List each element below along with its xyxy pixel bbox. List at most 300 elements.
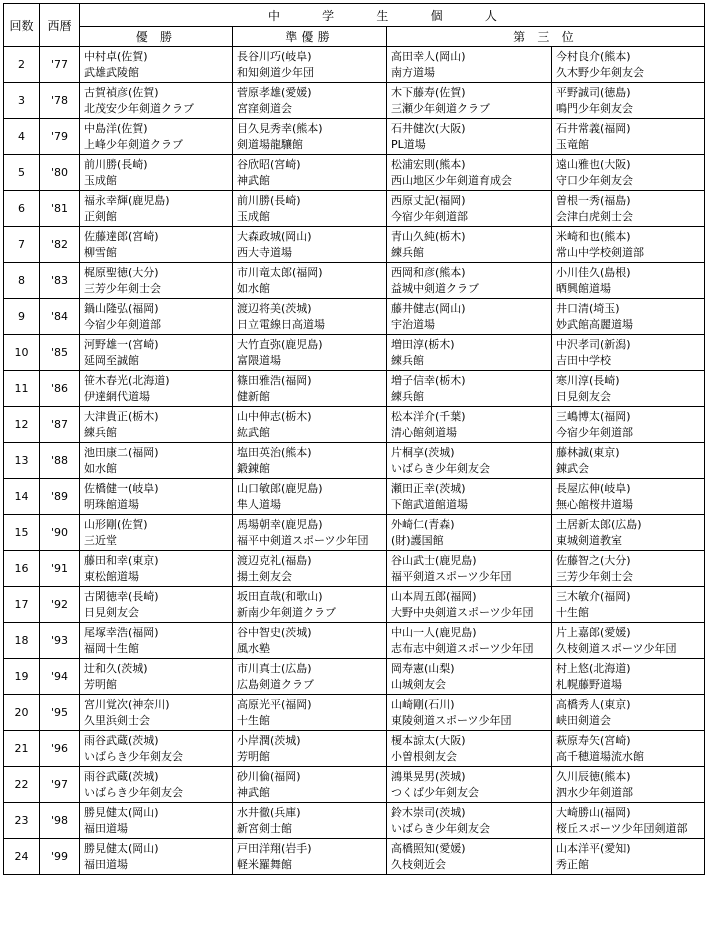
player-name: 山口敏郎(鹿児島) xyxy=(237,481,323,495)
third-place-b-cell xyxy=(552,443,705,479)
club-name: 南方道場 xyxy=(391,65,435,79)
round-number: 24 xyxy=(4,839,40,875)
round-number: 4 xyxy=(4,119,40,155)
runner-up-cell xyxy=(233,659,387,695)
club-name: 隼人道場 xyxy=(237,497,281,511)
club-name: 札幌藤野道場 xyxy=(556,677,622,691)
runner-up-cell xyxy=(233,803,387,839)
winner-cell xyxy=(80,227,233,263)
runner-up-cell xyxy=(233,335,387,371)
table-row xyxy=(4,119,705,155)
player-name: 佐藤智之(大分) xyxy=(556,553,631,567)
runner-up-cell xyxy=(233,227,387,263)
third-place-a-cell xyxy=(387,371,552,407)
table-row xyxy=(4,695,705,731)
third-place-a-cell xyxy=(387,155,552,191)
club-name: 会津白虎剣士会 xyxy=(556,209,633,223)
player-name: 米崎和也(熊本) xyxy=(556,229,631,243)
third-place-b-cell xyxy=(552,335,705,371)
runner-up-cell xyxy=(233,587,387,623)
club-name: 晒興館道場 xyxy=(556,281,611,295)
round-header: 回数 xyxy=(4,4,40,47)
club-name: 福平中剣道スポーツ少年団 xyxy=(237,533,369,547)
third-place-a-cell xyxy=(387,551,552,587)
player-name: 今村良介(熊本) xyxy=(556,49,631,63)
third-place-a-cell xyxy=(387,191,552,227)
table-row xyxy=(4,659,705,695)
player-name: 石井健次(大阪) xyxy=(391,121,466,135)
year: '88 xyxy=(40,443,80,479)
player-name: 古賀禎彦(佐賀) xyxy=(84,85,159,99)
club-name: いばらき少年剣友会 xyxy=(84,785,183,799)
club-name: 大野中央剣道スポーツ少年団 xyxy=(391,605,534,619)
round-number: 14 xyxy=(4,479,40,515)
player-name: 片上嘉郎(愛媛) xyxy=(556,625,631,639)
winner-cell xyxy=(80,335,233,371)
player-name: 谷山武士(鹿児島) xyxy=(391,553,477,567)
club-name: 風水塾 xyxy=(237,641,270,655)
club-name: 錬武会 xyxy=(556,461,589,475)
table-row xyxy=(4,371,705,407)
third-place-b-cell xyxy=(552,659,705,695)
club-name: 新宮剣士館 xyxy=(237,821,292,835)
player-name: 高橋照知(愛媛) xyxy=(391,841,466,855)
third-place-b-cell xyxy=(552,155,705,191)
player-name: 中沢孝司(新潟) xyxy=(556,337,631,351)
club-name: 芳明館 xyxy=(237,749,270,763)
winner-cell xyxy=(80,695,233,731)
club-name: 吉田中学校 xyxy=(556,353,611,367)
club-name: 鳴門少年剣友会 xyxy=(556,101,633,115)
club-name: 久木野少年剣友会 xyxy=(556,65,644,79)
club-name: 明珠館道場 xyxy=(84,497,139,511)
player-name: 戸田洋翔(岩手) xyxy=(237,841,312,855)
club-name: 守口少年剣友会 xyxy=(556,173,633,187)
winner-cell xyxy=(80,119,233,155)
table-row xyxy=(4,479,705,515)
third-place-b-cell xyxy=(552,479,705,515)
table-row xyxy=(4,227,705,263)
club-name: 今宿少年剣道部 xyxy=(391,209,468,223)
round-number: 23 xyxy=(4,803,40,839)
player-name: 鴻巣晃男(茨城) xyxy=(391,769,466,783)
winner-cell xyxy=(80,83,233,119)
round-number: 19 xyxy=(4,659,40,695)
player-name: 前川勝(長崎) xyxy=(84,157,148,171)
player-name: 辻和久(茨城) xyxy=(84,661,148,675)
club-name: 清心館剣道場 xyxy=(391,425,457,439)
player-name: 市川真士(広島) xyxy=(237,661,312,675)
club-name: 玉成館 xyxy=(84,173,117,187)
year: '97 xyxy=(40,767,80,803)
round-number: 22 xyxy=(4,767,40,803)
player-name: 水井徹(兵庫) xyxy=(237,805,301,819)
table-row xyxy=(4,551,705,587)
player-name: 石井常義(福岡) xyxy=(556,121,631,135)
club-name: 神武館 xyxy=(237,785,270,799)
winner-cell xyxy=(80,443,233,479)
player-name: 曽根一秀(福島) xyxy=(556,193,631,207)
round-number: 2 xyxy=(4,47,40,83)
third-place-a-cell xyxy=(387,479,552,515)
player-name: 雨谷武蔵(茨城) xyxy=(84,733,159,747)
player-name: 増田淳(栃木) xyxy=(391,337,455,351)
player-name: 尾塚幸浩(福岡) xyxy=(84,625,159,639)
winner-cell xyxy=(80,731,233,767)
header-row-top xyxy=(4,4,705,27)
round-number: 7 xyxy=(4,227,40,263)
runner-up-cell xyxy=(233,407,387,443)
year: '86 xyxy=(40,371,80,407)
third-place-a-cell xyxy=(387,119,552,155)
player-name: 長谷川巧(岐阜) xyxy=(237,49,312,63)
player-name: 青山久純(栃木) xyxy=(391,229,466,243)
year: '98 xyxy=(40,803,80,839)
round-number: 12 xyxy=(4,407,40,443)
club-name: 三芳少年剣士会 xyxy=(556,569,633,583)
club-name: 日見剣友会 xyxy=(556,389,611,403)
player-name: 佐藤達郎(宮崎) xyxy=(84,229,159,243)
year: '87 xyxy=(40,407,80,443)
club-name: 練兵館 xyxy=(391,245,424,259)
table-row xyxy=(4,515,705,551)
club-name: 山城剣友会 xyxy=(391,677,446,691)
table-row xyxy=(4,263,705,299)
third-place-a-cell xyxy=(387,443,552,479)
club-name: 広島剣道クラブ xyxy=(237,677,314,691)
player-name: 村上悠(北海道) xyxy=(556,661,631,675)
runner-up-cell xyxy=(233,551,387,587)
club-name: 北茂安少年剣道クラブ xyxy=(84,101,194,115)
club-name: 如水館 xyxy=(84,461,117,475)
player-name: 池田康二(福岡) xyxy=(84,445,159,459)
club-name: 紘武館 xyxy=(237,425,270,439)
round-number: 5 xyxy=(4,155,40,191)
winner-cell xyxy=(80,155,233,191)
winner-cell xyxy=(80,803,233,839)
runner-up-cell xyxy=(233,443,387,479)
third-place-a-cell xyxy=(387,803,552,839)
club-name: 東松館道場 xyxy=(84,569,139,583)
player-name: 梶原聖徳(大分) xyxy=(84,265,159,279)
club-name: 久里浜剣士会 xyxy=(84,713,150,727)
runner-up-cell xyxy=(233,263,387,299)
club-name: 東陵剣道スポーツ少年団 xyxy=(391,713,512,727)
third-place-a-cell xyxy=(387,839,552,875)
club-name: 柳雪館 xyxy=(84,245,117,259)
table-row xyxy=(4,731,705,767)
round-number: 3 xyxy=(4,83,40,119)
club-name: 宇治道場 xyxy=(391,317,435,331)
table-row xyxy=(4,767,705,803)
winner-cell xyxy=(80,407,233,443)
player-name: 山本洋平(愛知) xyxy=(556,841,631,855)
club-name: 東城剣道教室 xyxy=(556,533,622,547)
club-name: 桜丘スポーツ少年団剣道部 xyxy=(556,821,688,835)
player-name: 高田幸人(岡山) xyxy=(391,49,466,63)
club-name: 伊達網代道場 xyxy=(84,389,150,403)
club-name: 宮窪剣道会 xyxy=(237,101,292,115)
player-name: 久川辰徳(熊本) xyxy=(556,769,631,783)
club-name: 揚土剣友会 xyxy=(237,569,292,583)
player-name: 三木敏介(福岡) xyxy=(556,589,631,603)
winner-cell xyxy=(80,659,233,695)
runner-up-cell xyxy=(233,731,387,767)
third-place-a-cell xyxy=(387,767,552,803)
club-name: 福岡十生館 xyxy=(84,641,139,655)
player-name: 遠山雅也(大阪) xyxy=(556,157,631,171)
club-name: 玉成館 xyxy=(237,209,270,223)
third-place-b-cell xyxy=(552,587,705,623)
club-name: つくば少年剣友会 xyxy=(391,785,479,799)
table-row xyxy=(4,299,705,335)
third-place-b-cell xyxy=(552,551,705,587)
table-row xyxy=(4,155,705,191)
table-row xyxy=(4,83,705,119)
club-name: 十生館 xyxy=(556,605,589,619)
winner-cell xyxy=(80,587,233,623)
third-place-a-cell xyxy=(387,47,552,83)
player-name: 篠田雅浩(福岡) xyxy=(237,373,312,387)
third-place-a-cell xyxy=(387,83,552,119)
runner-up-cell xyxy=(233,191,387,227)
winner-cell xyxy=(80,767,233,803)
player-name: 西原丈記(福岡) xyxy=(391,193,466,207)
player-name: 福永幸輝(鹿児島) xyxy=(84,193,170,207)
club-name: (財)護国館 xyxy=(391,533,444,547)
runner-up-cell xyxy=(233,47,387,83)
year: '79 xyxy=(40,119,80,155)
player-name: 榎本諒太(大阪) xyxy=(391,733,466,747)
club-name: 富隈道場 xyxy=(237,353,281,367)
round-number: 21 xyxy=(4,731,40,767)
club-name: 久枝剣道スポーツ少年団 xyxy=(556,641,677,655)
third-place-b-cell xyxy=(552,227,705,263)
club-name: 西山地区少年剣道育成会 xyxy=(391,173,512,187)
table-row xyxy=(4,335,705,371)
third-place-header: 第 三 位 xyxy=(387,27,705,47)
player-name: 片桐享(茨城) xyxy=(391,445,455,459)
third-place-b-cell xyxy=(552,839,705,875)
player-name: 長屋広伸(岐阜) xyxy=(556,481,631,495)
runner-up-cell xyxy=(233,371,387,407)
club-name: 下館武道館道場 xyxy=(391,497,468,511)
player-name: 寒川淳(長崎) xyxy=(556,373,620,387)
third-place-b-cell xyxy=(552,371,705,407)
player-name: 瀬田正幸(茨城) xyxy=(391,481,466,495)
third-place-a-cell xyxy=(387,731,552,767)
winner-header: 優 勝 xyxy=(80,27,233,47)
winner-cell xyxy=(80,479,233,515)
player-name: 鈴木崇司(茨城) xyxy=(391,805,466,819)
runner-up-cell xyxy=(233,695,387,731)
third-place-b-cell xyxy=(552,515,705,551)
player-name: 大竹直弥(鹿児島) xyxy=(237,337,323,351)
round-number: 15 xyxy=(4,515,40,551)
third-place-a-cell xyxy=(387,335,552,371)
winner-cell xyxy=(80,515,233,551)
player-name: 中山一人(鹿児島) xyxy=(391,625,477,639)
year: '89 xyxy=(40,479,80,515)
player-name: 平野誠司(徳島) xyxy=(556,85,631,99)
results-table xyxy=(3,3,705,875)
year: '85 xyxy=(40,335,80,371)
third-place-b-cell xyxy=(552,263,705,299)
round-number: 17 xyxy=(4,587,40,623)
player-name: 高橋秀人(東京) xyxy=(556,697,631,711)
club-name: 延岡至誠館 xyxy=(84,353,139,367)
year: '94 xyxy=(40,659,80,695)
third-place-b-cell xyxy=(552,731,705,767)
club-name: 練兵館 xyxy=(391,353,424,367)
club-name: いばらき少年剣友会 xyxy=(84,749,183,763)
club-name: 今宿少年剣道部 xyxy=(556,425,633,439)
club-name: 健新館 xyxy=(237,389,270,403)
third-place-a-cell xyxy=(387,407,552,443)
runner-up-cell xyxy=(233,155,387,191)
year: '91 xyxy=(40,551,80,587)
runner-up-cell xyxy=(233,119,387,155)
third-place-b-cell xyxy=(552,407,705,443)
club-name: 福平剣道スポーツ少年団 xyxy=(391,569,512,583)
club-name: 三近堂 xyxy=(84,533,117,547)
year: '83 xyxy=(40,263,80,299)
year-header: 西暦 xyxy=(40,4,80,47)
third-place-b-cell xyxy=(552,299,705,335)
player-name: 塩田英治(熊本) xyxy=(237,445,312,459)
third-place-a-cell xyxy=(387,695,552,731)
player-name: 大津貴正(栃木) xyxy=(84,409,159,423)
year: '93 xyxy=(40,623,80,659)
player-name: 笹木春光(北海道) xyxy=(84,373,170,387)
third-place-a-cell xyxy=(387,299,552,335)
player-name: 増子信幸(栃木) xyxy=(391,373,466,387)
club-name: 日立電線日高道場 xyxy=(237,317,325,331)
player-name: 土居新太郎(広島) xyxy=(556,517,642,531)
player-name: 古閑徳幸(長崎) xyxy=(84,589,159,603)
player-name: 山崎剛(石川) xyxy=(391,697,455,711)
player-name: 萩原寿矢(宮崎) xyxy=(556,733,631,747)
player-name: 大森政城(岡山) xyxy=(237,229,312,243)
third-place-a-cell xyxy=(387,515,552,551)
club-name: 日見剣友会 xyxy=(84,605,139,619)
club-name: 久枝剣近会 xyxy=(391,857,446,871)
player-name: 佐橋健一(岐阜) xyxy=(84,481,159,495)
player-name: 勝見健太(岡山) xyxy=(84,805,159,819)
year: '77 xyxy=(40,47,80,83)
club-name: 武雄武陵館 xyxy=(84,65,139,79)
player-name: 目久見秀幸(熊本) xyxy=(237,121,323,135)
club-name: いばらき少年剣友会 xyxy=(391,461,490,475)
third-place-a-cell xyxy=(387,587,552,623)
player-name: 木下藤寿(佐賀) xyxy=(391,85,466,99)
table-row xyxy=(4,803,705,839)
third-place-b-cell xyxy=(552,803,705,839)
club-name: 小曽根剣友会 xyxy=(391,749,457,763)
third-place-b-cell xyxy=(552,695,705,731)
player-name: 馬場朝幸(鹿児島) xyxy=(237,517,323,531)
winner-cell xyxy=(80,263,233,299)
round-number: 10 xyxy=(4,335,40,371)
winner-cell xyxy=(80,371,233,407)
third-place-b-cell xyxy=(552,47,705,83)
runner-up-cell xyxy=(233,299,387,335)
club-name: 益城中剣道クラブ xyxy=(391,281,479,295)
player-name: 山中伸志(栃木) xyxy=(237,409,312,423)
round-number: 13 xyxy=(4,443,40,479)
year: '82 xyxy=(40,227,80,263)
third-place-b-cell xyxy=(552,83,705,119)
runner-up-header: 準優勝 xyxy=(233,27,387,47)
header-row-sub xyxy=(4,27,705,47)
round-number: 16 xyxy=(4,551,40,587)
player-name: 井口清(埼玉) xyxy=(556,301,620,315)
club-name: 芳明館 xyxy=(84,677,117,691)
player-name: 渡辺克礼(福島) xyxy=(237,553,312,567)
table-row xyxy=(4,443,705,479)
year: '78 xyxy=(40,83,80,119)
club-name: 福田道場 xyxy=(84,857,128,871)
round-number: 20 xyxy=(4,695,40,731)
player-name: 大崎勝山(福岡) xyxy=(556,805,631,819)
club-name: 玉竜館 xyxy=(556,137,589,151)
club-name: 和知剣道少年団 xyxy=(237,65,314,79)
club-name: いばらき少年剣友会 xyxy=(391,821,490,835)
player-name: 藤田和幸(東京) xyxy=(84,553,159,567)
club-name: 如水館 xyxy=(237,281,270,295)
round-number: 11 xyxy=(4,371,40,407)
player-name: 中村卓(佐賀) xyxy=(84,49,148,63)
player-name: 前川勝(長崎) xyxy=(237,193,301,207)
runner-up-cell xyxy=(233,515,387,551)
runner-up-cell xyxy=(233,839,387,875)
third-place-a-cell xyxy=(387,623,552,659)
results-body xyxy=(4,47,705,875)
player-name: 雨谷武蔵(茨城) xyxy=(84,769,159,783)
table-row xyxy=(4,839,705,875)
winner-cell xyxy=(80,299,233,335)
year: '90 xyxy=(40,515,80,551)
player-name: 山形剛(佐賀) xyxy=(84,517,148,531)
player-name: 西岡和彦(熊本) xyxy=(391,265,466,279)
year: '92 xyxy=(40,587,80,623)
player-name: 市川竜太郎(福岡) xyxy=(237,265,323,279)
third-place-a-cell xyxy=(387,227,552,263)
round-number: 8 xyxy=(4,263,40,299)
club-name: 新南少年剣道クラブ xyxy=(237,605,336,619)
player-name: 高原光平(福岡) xyxy=(237,697,312,711)
runner-up-cell xyxy=(233,623,387,659)
club-name: 妙武館高麗道場 xyxy=(556,317,633,331)
year: '84 xyxy=(40,299,80,335)
player-name: 小川佳久(島根) xyxy=(556,265,631,279)
table-title: 中 学 生 個 人 xyxy=(80,4,705,27)
club-name: 練兵館 xyxy=(84,425,117,439)
club-name: 無心館桜井道場 xyxy=(556,497,633,511)
player-name: 藤林誠(東京) xyxy=(556,445,620,459)
runner-up-cell xyxy=(233,83,387,119)
player-name: 小岸潤(茨城) xyxy=(237,733,301,747)
player-name: 砂川倫(福岡) xyxy=(237,769,301,783)
player-name: 松本洋介(千葉) xyxy=(391,409,466,423)
winner-cell xyxy=(80,191,233,227)
player-name: 宮川覚次(神奈川) xyxy=(84,697,170,711)
table-row xyxy=(4,191,705,227)
player-name: 谷欣昭(宮崎) xyxy=(237,157,301,171)
third-place-b-cell xyxy=(552,119,705,155)
club-name: 西大寺道場 xyxy=(237,245,292,259)
club-name: 常山中学校剣道部 xyxy=(556,245,644,259)
